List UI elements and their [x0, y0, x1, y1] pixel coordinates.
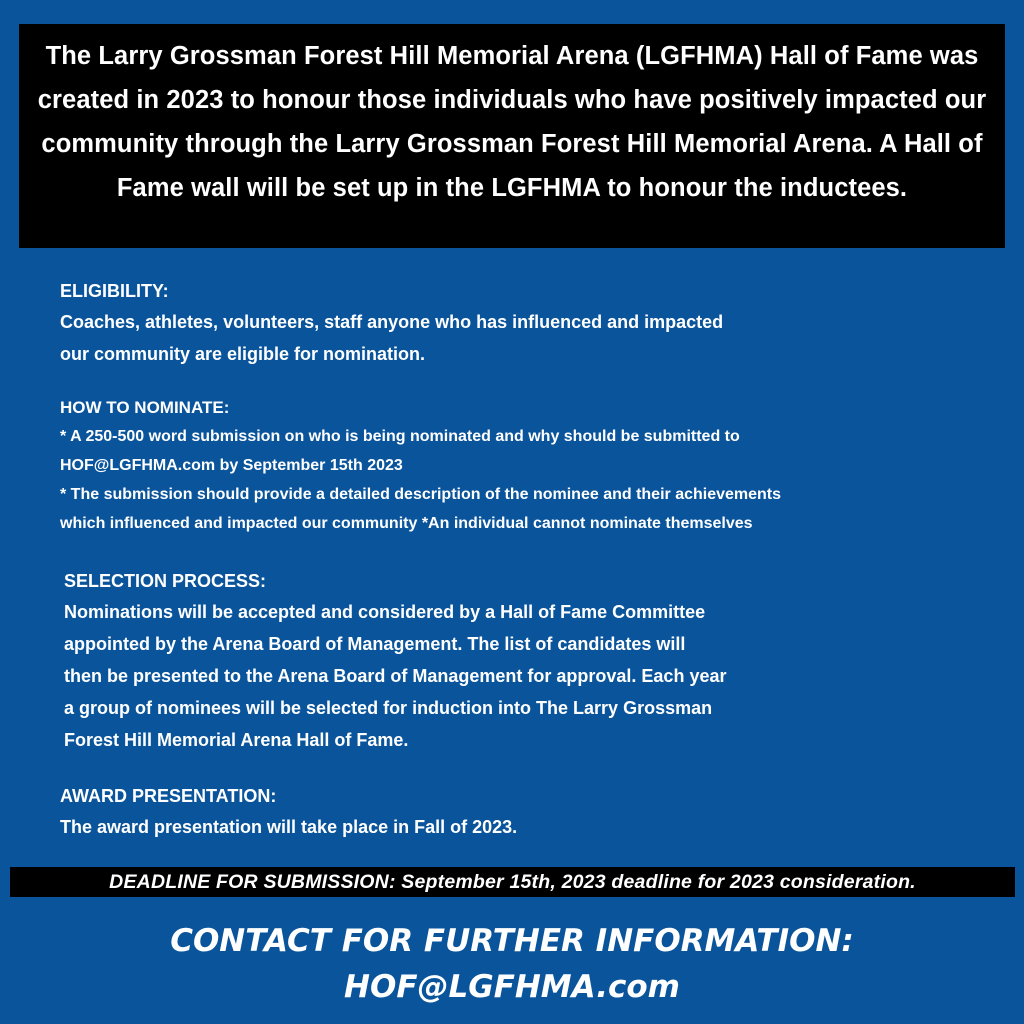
eligibility-line: our community are eligible for nomination.: [60, 344, 426, 364]
deadline-text: DEADLINE FOR SUBMISSION: September 15th, 2023 deadline for 2023 consideration.: [109, 871, 916, 893]
eligibility-section: [60, 276, 960, 370]
eligibility-line: Coaches, athletes, volunteers, staff anyone who has influenced and impacted: [60, 312, 724, 332]
how-to-nominate-line: * A 250-500 word submission on who is being nominated and why should be submitted to: [60, 428, 740, 445]
how-to-nominate-line: which influenced and impacted our community *An individual cannot nominate themselves: [60, 515, 753, 532]
selection-process-line: Nominations will be accepted and considered by a Hall of Fame Committee: [64, 602, 706, 622]
eligibility-heading: ELIGIBILITY:: [60, 281, 169, 301]
selection-process-line: Forest Hill Memorial Arena Hall of Fame.: [64, 730, 409, 750]
selection-process-line: then be presented to the Arena Board of Management for approval. Each year: [64, 666, 727, 686]
how-to-nominate-section: [60, 394, 1010, 538]
award-presentation-heading: AWARD PRESENTATION:: [60, 786, 277, 806]
selection-process-line: a group of nominees will be selected for induction into The Larry Grossman: [64, 698, 713, 718]
award-presentation-section: [60, 781, 960, 843]
contact-heading: CONTACT FOR FURTHER INFORMATION:: [170, 923, 854, 959]
how-to-nominate-line: * The submission should provide a detailed description of the nominee and their achievements: [60, 486, 782, 503]
intro-banner: [19, 24, 1005, 248]
how-to-nominate-heading: HOW TO NOMINATE:: [60, 398, 230, 417]
award-presentation-line: The award presentation will take place in Fall of 2023.: [60, 817, 518, 837]
selection-process-heading: SELECTION PROCESS:: [64, 571, 267, 591]
contact-section: [0, 918, 1024, 1010]
how-to-nominate-line: HOF@LGFHMA.com by September 15th 2023: [60, 457, 403, 474]
intro-text: The Larry Grossman Forest Hill Memorial Arena (LGFHMA) Hall of Fame was created in 2023 to honour those individuals who have positively impacted our community through the Larry Grossman Forest Hill Memorial Arena. A Hall of Fame wall will be set up in the LGFHMA to honour the inductees.: [37, 42, 987, 202]
deadline-banner: [10, 867, 1015, 897]
selection-process-line: appointed by the Arena Board of Management. The list of candidates will: [64, 634, 686, 654]
selection-process-section: [64, 566, 964, 756]
contact-email: HOF@LGFHMA.com: [344, 969, 680, 1005]
